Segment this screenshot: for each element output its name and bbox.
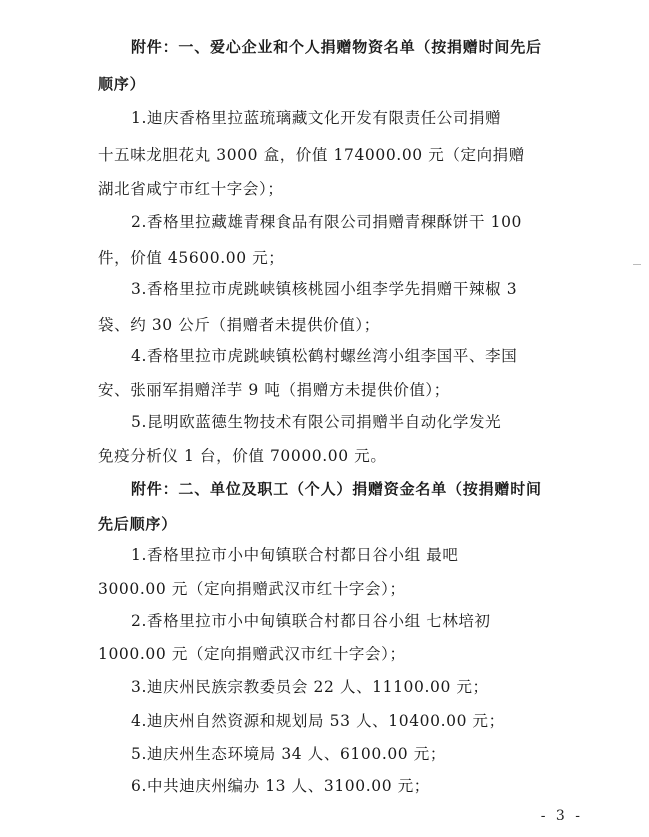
section1-item1-line3: 湖北省咸宁市红十字会）； [98, 180, 284, 198]
section1-heading-line2: 顺序） [98, 75, 146, 93]
section1-item5-line1: 5.昆明欧蓝德生物技术有限公司捐赠半自动化学发光 [131, 413, 502, 431]
page-number: - 3 - [540, 808, 583, 824]
section1-item1-line1: 1.迪庆香格里拉蓝琉璃藏文化开发有限责任公司捐赠 [131, 109, 502, 127]
scan-mark [633, 264, 641, 265]
section1-item2-line2: 件，价值 45600.00 元； [98, 249, 285, 267]
section2-item2-line1: 2.香格里拉市小中甸镇联合村都日谷小组 七林培初 [131, 612, 491, 630]
section1-item3-line1: 3.香格里拉市虎跳峡镇核桃园小组李学先捐赠干辣椒 3 [131, 280, 518, 298]
section2-item5: 5.迪庆州生态环境局 34 人、6100.00 元； [131, 745, 446, 763]
section2-item4: 4.迪庆州自然资源和规划局 53 人、10400.00 元； [131, 712, 505, 730]
section1-heading-line1: 附件：一、爱心企业和个人捐赠物资名单（按捐赠时间先后 [131, 38, 542, 56]
section1-item3-line2: 袋、约 30 公斤（捐赠者未提供价值）； [98, 316, 380, 334]
section2-item3: 3.迪庆州民族宗教委员会 22 人、11100.00 元； [131, 678, 489, 696]
section1-item4-line1: 4.香格里拉市虎跳峡镇松鹤村螺丝湾小组李国平、李国 [131, 347, 518, 365]
section1-item1-line2: 十五味龙胆花丸 3000 盒，价值 174000.00 元（定向捐赠 [98, 146, 525, 164]
section2-item6: 6.中共迪庆州编办 13 人、3100.00 元； [131, 777, 430, 795]
section2-heading-line1: 附件：二、单位及职工（个人）捐赠资金名单（按捐赠时间 [131, 480, 542, 498]
section2-item1-line1: 1.香格里拉市小中甸镇联合村都日谷小组 最吧 [131, 546, 459, 564]
section2-item1-line2: 3000.00 元（定向捐赠武汉市红十字会）； [98, 580, 406, 598]
section2-heading-line2: 先后顺序） [98, 515, 178, 533]
section2-item2-line2: 1000.00 元（定向捐赠武汉市红十字会）； [98, 645, 406, 663]
section1-item5-line2: 免疫分析仪 1 台，价值 70000.00 元。 [98, 447, 387, 465]
section1-item2-line1: 2.香格里拉藏雄青稞食品有限公司捐赠青稞酥饼干 100 [131, 213, 523, 231]
section1-item4-line2: 安、张丽军捐赠洋芋 9 吨（捐赠方未提供价值）； [98, 381, 450, 399]
